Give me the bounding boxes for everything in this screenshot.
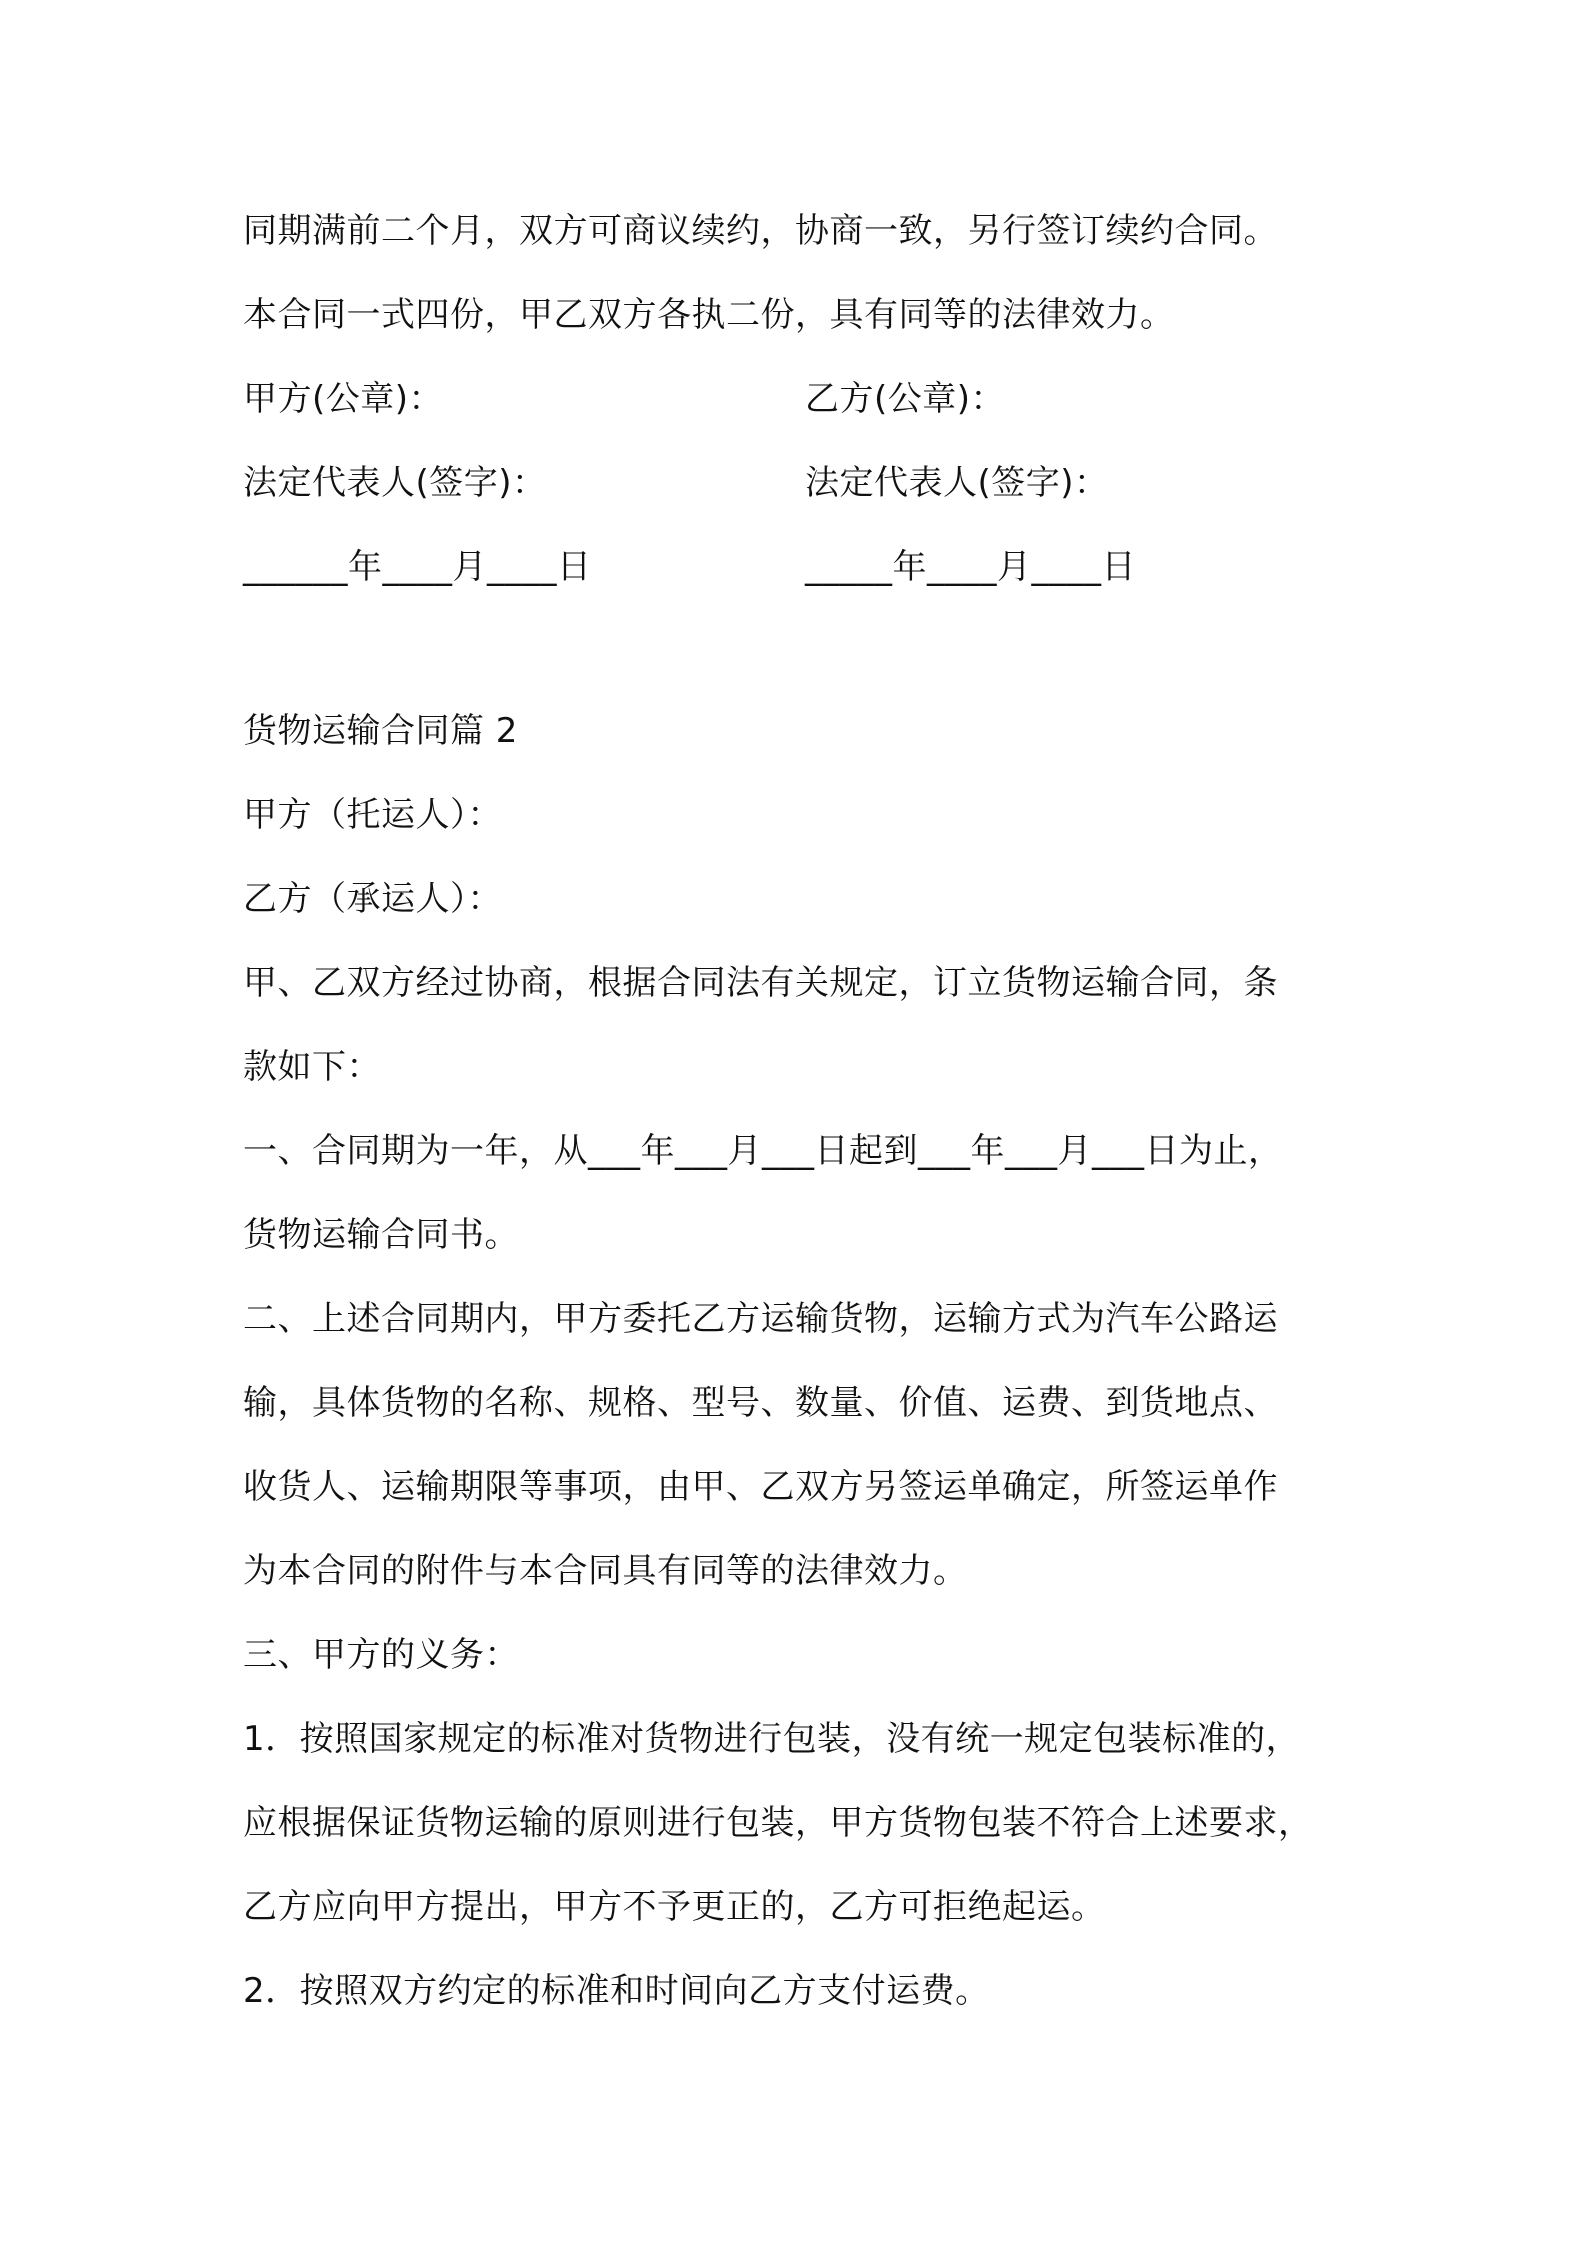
clause-2-line: 二、上述合同期内，甲方委托乙方运输货物，运输方式为汽车公路运 xyxy=(243,1299,1278,1339)
clause-1-line: 货物运输合同书。 xyxy=(243,1215,519,1255)
clause-2-line: 输，具体货物的名称、规格、型号、数量、价值、运费、到货地点、 xyxy=(243,1383,1278,1423)
clause-3-item-1-line: 乙方应向甲方提出，甲方不予更正的，乙方可拒绝起运。 xyxy=(243,1887,1106,1927)
clause-1-line: 一、合同期为一年，从___年___月___日起到___年___月___日为止， xyxy=(243,1131,1283,1171)
party-b-carrier: 乙方（承运人）： xyxy=(243,879,502,919)
party-a-representative-label: 法定代表人(签字)： xyxy=(243,463,547,503)
section-heading: 货物运输合同篇 2 xyxy=(243,711,518,751)
clause-2-line: 收货人、运输期限等事项，由甲、乙双方另签运单确定，所签运单作 xyxy=(243,1467,1278,1507)
party-a-date-line: ______年____月____日 xyxy=(243,547,592,587)
clause-3-item-1-line: 应根据保证货物运输的原则进行包装，甲方货物包装不符合上述要求， xyxy=(243,1803,1313,1843)
clause-2-line: 为本合同的附件与本合同具有同等的法律效力。 xyxy=(243,1551,968,1591)
paragraph-line: 同期满前二个月，双方可商议续约，协商一致，另行签订续约合同。 xyxy=(243,211,1278,251)
party-b-representative-label: 法定代表人(签字)： xyxy=(805,463,1109,503)
paragraph-line: 本合同一式四份，甲乙双方各执二份，具有同等的法律效力。 xyxy=(243,295,1175,335)
party-a-seal-label: 甲方(公章)： xyxy=(243,379,444,419)
party-a-consignor: 甲方（托运人）： xyxy=(243,795,502,835)
clause-3-title: 三、甲方的义务： xyxy=(243,1635,519,1675)
intro-line: 款如下： xyxy=(243,1047,381,1087)
party-b-date-line: _____年____月____日 xyxy=(805,547,1136,587)
party-b-seal-label: 乙方(公章)： xyxy=(805,379,1006,419)
clause-3-item-2-line: 2．按照双方约定的标准和时间向乙方支付运费。 xyxy=(243,1971,990,2011)
clause-3-item-1-line: 1．按照国家规定的标准对货物进行包装，没有统一规定包装标准的， xyxy=(243,1719,1301,1759)
intro-line: 甲、乙双方经过协商，根据合同法有关规定，订立货物运输合同，条 xyxy=(243,963,1278,1003)
